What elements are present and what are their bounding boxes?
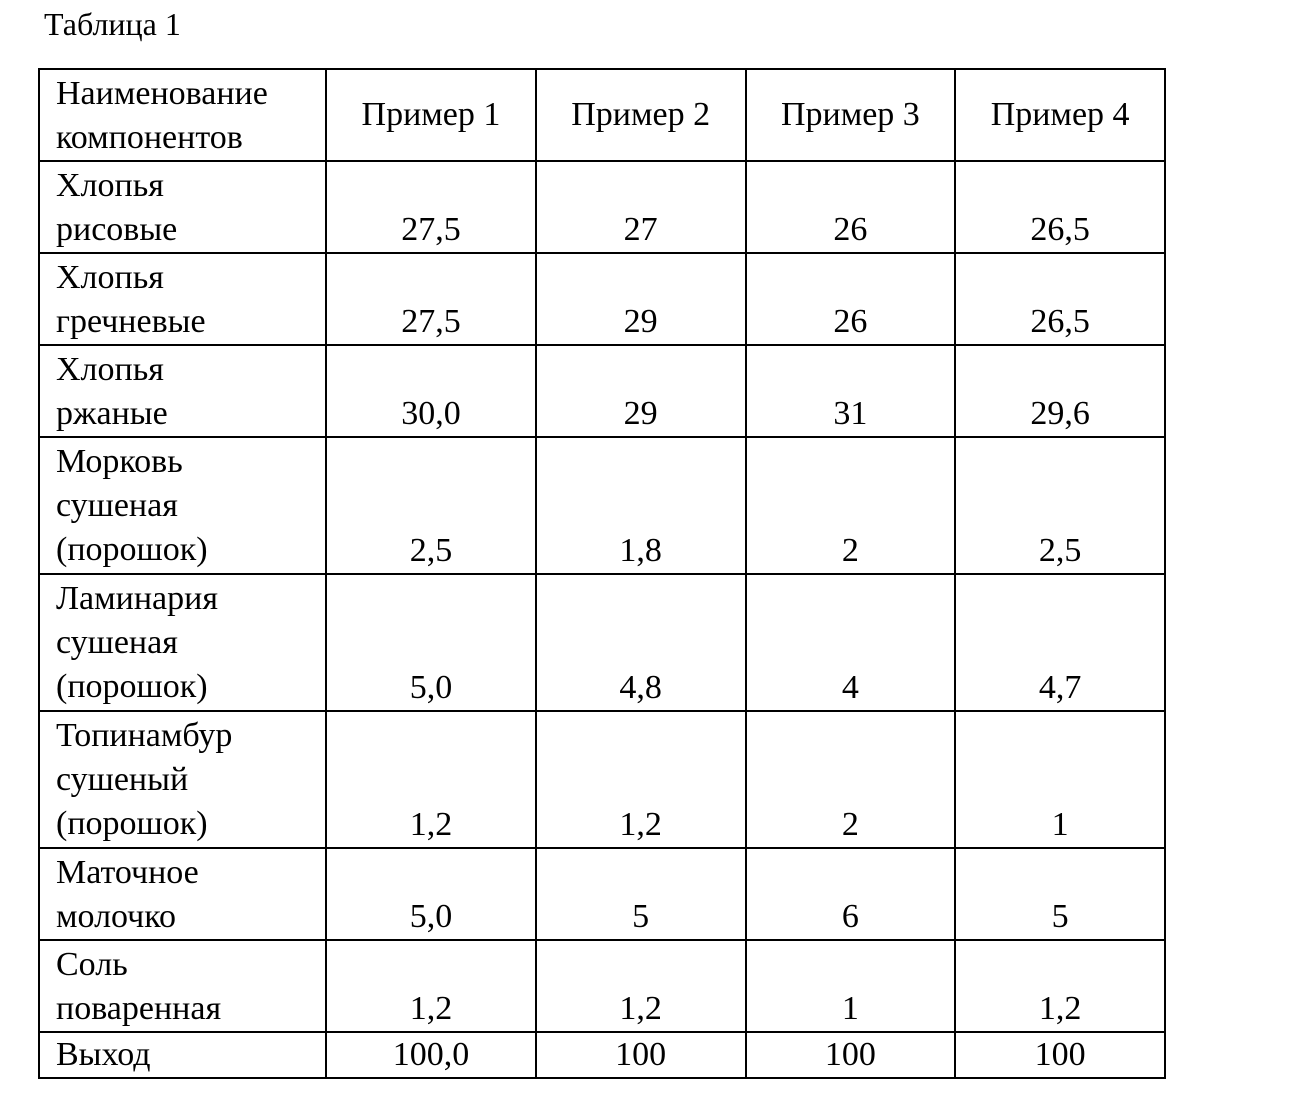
row-name-cell bbox=[39, 253, 326, 345]
row-name-line: Хлопья bbox=[56, 259, 164, 296]
value-cell: 2 bbox=[746, 711, 956, 848]
row-name-line: Морковь bbox=[56, 443, 183, 480]
value-cell: 4,7 bbox=[955, 574, 1165, 711]
header-label-line: компонентов bbox=[56, 119, 243, 156]
value-cell: 100 bbox=[746, 1032, 956, 1078]
row-name-line: рисовые bbox=[56, 211, 178, 248]
table-row bbox=[39, 711, 1165, 848]
value-cell: 29 bbox=[536, 345, 746, 437]
value-cell: 1,2 bbox=[955, 940, 1165, 1032]
table-header-row bbox=[39, 69, 1165, 161]
value-cell: 5,0 bbox=[326, 848, 536, 940]
value-cell: 30,0 bbox=[326, 345, 536, 437]
row-name-cell bbox=[39, 1032, 326, 1078]
row-name-cell bbox=[39, 940, 326, 1032]
table-row bbox=[39, 161, 1165, 253]
row-name-line: Топинамбур bbox=[56, 717, 233, 754]
value-cell: 5 bbox=[955, 848, 1165, 940]
value-cell: 1,2 bbox=[536, 940, 746, 1032]
value-cell: 29,6 bbox=[955, 345, 1165, 437]
value-cell: 31 bbox=[746, 345, 956, 437]
header-cell-example-4: Пример 4 bbox=[955, 69, 1165, 161]
components-table bbox=[38, 68, 1166, 1079]
row-name-line: сушеная bbox=[56, 487, 178, 524]
value-cell: 1 bbox=[746, 940, 956, 1032]
value-cell: 1,2 bbox=[536, 711, 746, 848]
row-name-line: (порошок) bbox=[56, 805, 208, 842]
row-name-line: Маточное bbox=[56, 854, 199, 891]
table-row bbox=[39, 345, 1165, 437]
row-name-line: сушеная bbox=[56, 624, 178, 661]
row-name-cell bbox=[39, 711, 326, 848]
row-name-line: Выход bbox=[56, 1036, 151, 1073]
row-name-line: (порошок) bbox=[56, 668, 208, 705]
value-cell: 5 bbox=[536, 848, 746, 940]
value-cell: 2 bbox=[746, 437, 956, 574]
value-cell: 100 bbox=[955, 1032, 1165, 1078]
value-cell: 27 bbox=[536, 161, 746, 253]
row-name-line: ржаные bbox=[56, 395, 168, 432]
value-cell: 5,0 bbox=[326, 574, 536, 711]
row-name-line: поваренная bbox=[56, 990, 222, 1027]
value-cell: 2,5 bbox=[955, 437, 1165, 574]
value-cell: 2,5 bbox=[326, 437, 536, 574]
table-row bbox=[39, 574, 1165, 711]
header-label-line: Наименование bbox=[56, 75, 268, 112]
header-cell-components bbox=[39, 69, 326, 161]
value-cell: 26,5 bbox=[955, 161, 1165, 253]
value-cell: 1,2 bbox=[326, 940, 536, 1032]
value-cell: 26 bbox=[746, 253, 956, 345]
value-cell: 29 bbox=[536, 253, 746, 345]
value-cell: 27,5 bbox=[326, 161, 536, 253]
value-cell: 1 bbox=[955, 711, 1165, 848]
row-name-line: Хлопья bbox=[56, 351, 164, 388]
table-caption: Таблица 1 bbox=[44, 6, 181, 42]
row-name-cell bbox=[39, 574, 326, 711]
row-name-line: сушеный bbox=[56, 761, 189, 798]
row-name-line: Соль bbox=[56, 946, 128, 983]
value-cell: 1,8 bbox=[536, 437, 746, 574]
value-cell: 100 bbox=[536, 1032, 746, 1078]
row-name-cell bbox=[39, 345, 326, 437]
value-cell: 27,5 bbox=[326, 253, 536, 345]
value-cell: 4,8 bbox=[536, 574, 746, 711]
row-name-line: Ламинария bbox=[56, 580, 218, 617]
value-cell: 26 bbox=[746, 161, 956, 253]
value-cell: 4 bbox=[746, 574, 956, 711]
table-row bbox=[39, 848, 1165, 940]
header-cell-example-3: Пример 3 bbox=[746, 69, 956, 161]
row-name-line: гречневые bbox=[56, 303, 206, 340]
row-name-line: Хлопья bbox=[56, 167, 164, 204]
row-name-line: молочко bbox=[56, 898, 177, 935]
header-cell-example-2: Пример 2 bbox=[536, 69, 746, 161]
value-cell: 1,2 bbox=[326, 711, 536, 848]
value-cell: 26,5 bbox=[955, 253, 1165, 345]
table-row bbox=[39, 253, 1165, 345]
header-cell-example-1: Пример 1 bbox=[326, 69, 536, 161]
row-name-cell bbox=[39, 161, 326, 253]
table-row bbox=[39, 437, 1165, 574]
value-cell: 100,0 bbox=[326, 1032, 536, 1078]
table-row-total bbox=[39, 1032, 1165, 1078]
row-name-line: (порошок) bbox=[56, 531, 208, 568]
row-name-cell bbox=[39, 437, 326, 574]
value-cell: 6 bbox=[746, 848, 956, 940]
row-name-cell bbox=[39, 848, 326, 940]
table-row bbox=[39, 940, 1165, 1032]
